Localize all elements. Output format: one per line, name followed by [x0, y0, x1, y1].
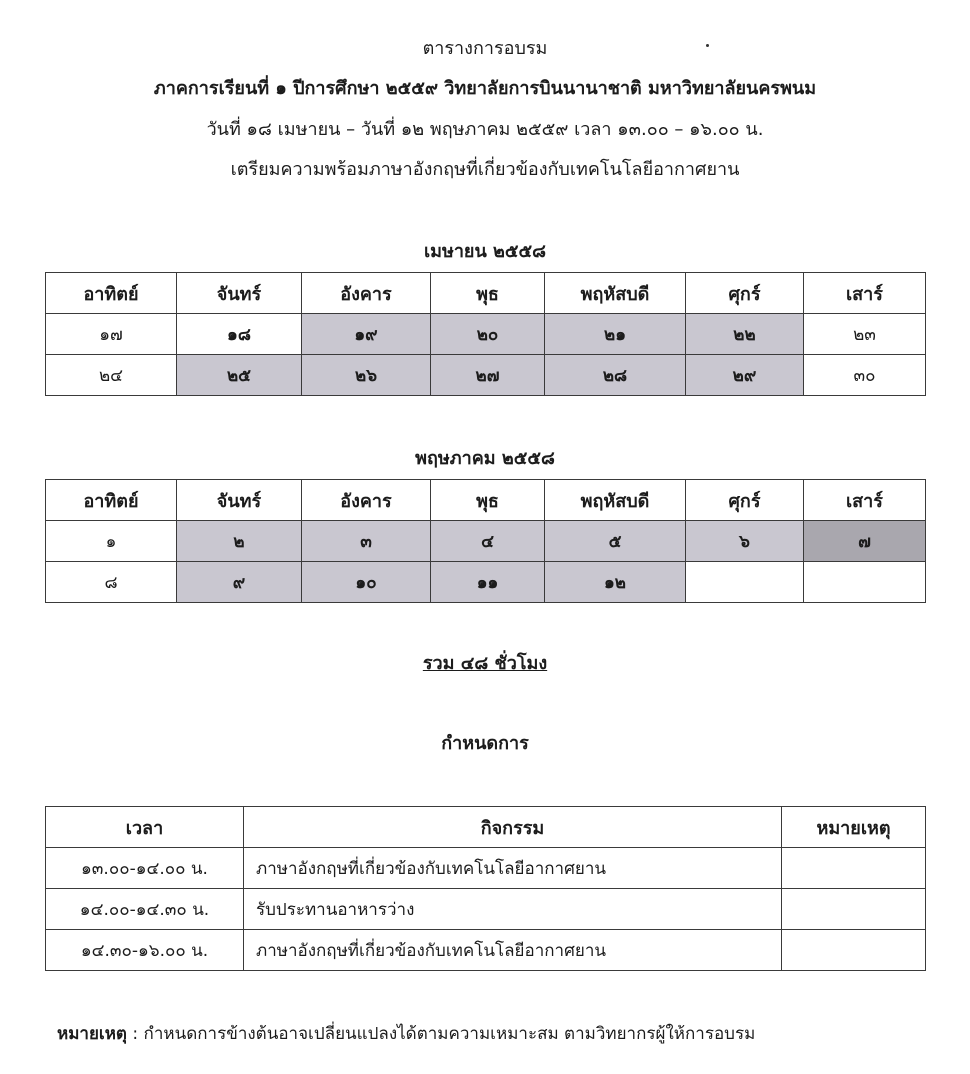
calendar-week-row — [46, 355, 926, 396]
schedule-title: กำหนดการ — [441, 733, 529, 754]
calendar-header-row — [46, 480, 926, 521]
day-header: ศุกร์ — [686, 480, 804, 521]
date-cell: ๒๔ — [46, 355, 177, 396]
schedule-activity: ภาษาอังกฤษที่เกี่ยวข้องกับเทคโนโลยีอากาศยาน — [244, 848, 782, 889]
may-title: พฤษภาคม ๒๕๕๘ — [415, 448, 555, 469]
date-cell-highlighted: ๒ — [177, 521, 302, 562]
date-cell-highlighted: ๖ — [686, 521, 804, 562]
date-cell-highlighted: ๒๘ — [545, 355, 686, 396]
date-cell-highlighted: ๗ — [804, 521, 926, 562]
date-cell-empty — [686, 562, 804, 603]
date-cell-highlighted: ๓ — [302, 521, 431, 562]
date-cell-highlighted: ๒๒ — [686, 314, 804, 355]
schedule-table — [45, 806, 926, 971]
date-line: วันที่ ๑๘ เมษายน – วันที่ ๑๒ พฤษภาคม ๒๕๕๙ เวลา ๑๓.๐๐ – ๑๖.๐๐ น. — [206, 119, 764, 140]
date-cell-highlighted: ๒๙ — [686, 355, 804, 396]
day-header: อังคาร — [302, 273, 431, 314]
date-cell-highlighted: ๒๕ — [177, 355, 302, 396]
april-title: เมษายน ๒๕๕๘ — [423, 241, 547, 262]
day-header: พุธ — [431, 480, 545, 521]
footnote-separator: : — [126, 1024, 144, 1044]
schedule-note — [782, 889, 926, 930]
date-cell: ๑๘ — [177, 314, 302, 355]
schedule-header-row — [46, 807, 926, 848]
schedule-note — [782, 930, 926, 971]
day-header: อาทิตย์ — [46, 273, 177, 314]
date-cell: ๘ — [46, 562, 177, 603]
date-cell-highlighted: ๑๙ — [302, 314, 431, 355]
schedule-note — [782, 848, 926, 889]
calendar-header-row — [46, 273, 926, 314]
date-cell-empty — [804, 562, 926, 603]
schedule-activity: รับประทานอาหารว่าง — [244, 889, 782, 930]
date-cell-highlighted: ๒๗ — [431, 355, 545, 396]
day-header: อังคาร — [302, 480, 431, 521]
schedule-row — [46, 930, 926, 971]
document-title: ตารางการอบรม — [422, 38, 548, 59]
day-header: จันทร์ — [177, 480, 302, 521]
calendar-week-row — [46, 314, 926, 355]
day-header: พฤหัสบดี — [545, 273, 686, 314]
schedule-header-time: เวลา — [46, 807, 244, 848]
schedule-row — [46, 848, 926, 889]
date-cell-highlighted: ๒๖ — [302, 355, 431, 396]
date-cell-highlighted: ๕ — [545, 521, 686, 562]
date-cell-highlighted: ๙ — [177, 562, 302, 603]
day-header: อาทิตย์ — [46, 480, 177, 521]
schedule-header-activity: กิจกรรม — [244, 807, 782, 848]
date-cell-highlighted: ๒๑ — [545, 314, 686, 355]
day-header: เสาร์ — [804, 480, 926, 521]
calendar-week-row — [46, 562, 926, 603]
semester-line: ภาคการเรียนที่ ๑ ปีการศึกษา ๒๕๕๙ วิทยาลัยการบินนานาชาติ มหาวิทยาลัยนครพนม — [153, 78, 817, 99]
footnote-label: หมายเหตุ — [57, 1024, 127, 1044]
footnote-text: กำหนดการข้างต้นอาจเปลี่ยนแปลงได้ตามความเหมาะสม ตามวิทยากรผู้ให้การอบรม — [143, 1024, 756, 1044]
day-header: พฤหัสบดี — [545, 480, 686, 521]
april-calendar — [45, 272, 926, 396]
date-cell-highlighted: ๒๐ — [431, 314, 545, 355]
date-cell: ๑ — [46, 521, 177, 562]
total-hours-text: รวม ๔๘ ชั่วโมง — [422, 653, 548, 674]
date-cell: ๒๓ — [804, 314, 926, 355]
course-line: เตรียมความพร้อมภาษาอังกฤษที่เกี่ยวข้องกับเทคโนโลยีอากาศยาน — [230, 159, 740, 180]
date-cell-highlighted: ๑๒ — [545, 562, 686, 603]
day-header: พุธ — [431, 273, 545, 314]
date-cell-highlighted: ๑๐ — [302, 562, 431, 603]
schedule-row — [46, 889, 926, 930]
schedule-time: ๑๓.๐๐-๑๔.๐๐ น. — [46, 848, 244, 889]
may-calendar — [45, 479, 926, 603]
date-cell: ๓๐ — [804, 355, 926, 396]
calendar-week-row — [46, 521, 926, 562]
date-cell: ๑๗ — [46, 314, 177, 355]
day-header: จันทร์ — [177, 273, 302, 314]
day-header: เสาร์ — [804, 273, 926, 314]
date-cell-highlighted: ๔ — [431, 521, 545, 562]
schedule-activity: ภาษาอังกฤษที่เกี่ยวข้องกับเทคโนโลยีอากาศยาน — [244, 930, 782, 971]
day-header: ศุกร์ — [686, 273, 804, 314]
total-hours — [0, 652, 970, 676]
footnote — [57, 1022, 755, 1046]
schedule-time: ๑๔.๐๐-๑๔.๓๐ น. — [46, 889, 244, 930]
date-cell-highlighted: ๑๑ — [431, 562, 545, 603]
schedule-header-note: หมายเหตุ — [782, 807, 926, 848]
schedule-time: ๑๔.๓๐-๑๖.๐๐ น. — [46, 930, 244, 971]
